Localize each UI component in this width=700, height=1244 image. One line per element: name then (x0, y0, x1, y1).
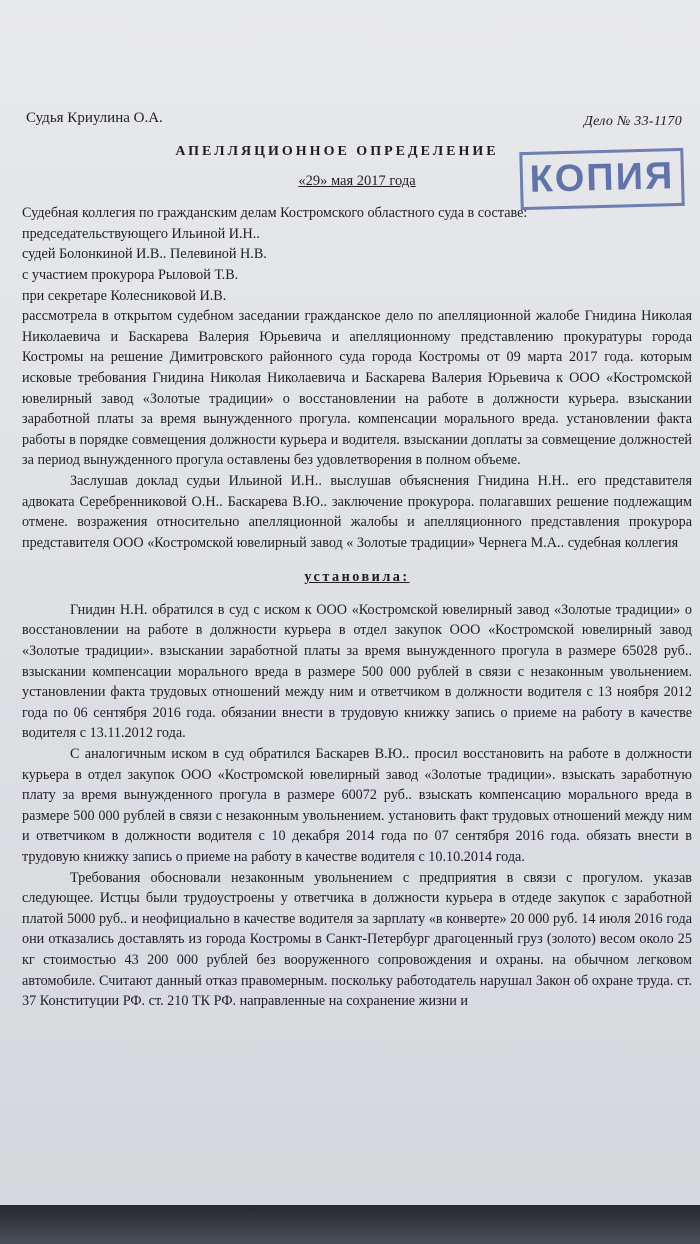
document-title: АПЕЛЛЯЦИОННОЕ ОПРЕДЕЛЕНИЕ (175, 144, 499, 159)
composition-line: при секретаре Колесниковой И.В. (22, 287, 227, 304)
case-number: Дело № 33-1170 (583, 114, 682, 129)
document-header (22, 98, 692, 129)
composition-line: председательствующего Ильиной И.Н.. (22, 225, 260, 242)
judge-name: Судья Криулина О.А. (26, 110, 163, 126)
court-composition (22, 203, 692, 553)
body-paragraph: Требования обосновали незаконным увольнением с предприятия в связи с прогулом. указав следующее. Истцы были трудоустроены у ответчика в должности курьера в отдеде закупок с заработной платой 5000 руб.. и неофициально в качестве водителя за зарплату «в конверте» 20 000 руб. 14 июля 2016 года они отказались доставлять из города Костромы в Санкт-Петербург драгоценный груз (золото) весом около 25 кг стоимостью 43 200 000 рублей без вооруженного сопровождения и охраны. на обычном легковом автомобиле. Считают данный отказ правомерным. поскольку работодатель нарушал Закон об охране труда. ст. 37 Конституции РФ. ст. 210 ТК РФ. направленные на сохранение жизни и (22, 869, 692, 1010)
intro-paragraph: рассмотрела в открытом судебном заседании гражданское дело по апелляционной жалобе Гнидина Николая Николаевича и Баскарева Валерия Юрьевича и апелляционному представлению прокуратуры города Костромы на решение Димитровского районного суда города Костромы от 09 марта 2017 года. которым исковые требования Гнидина Николая Николаевича и Баскарева Валерия Юрьевича к ООО «Костромской ювелирный завод «Золотые традиции» о восстановлении на работе в должности курьера. взыскании заработной платы за время вынужденного прогула. компенсации морального вреда. установлении факта работы в порядке совмещения должности курьера и водителя. взыскании доплаты за совмещение должностей за период вынужденного прогула оставлены без удовлетворения в полном объеме. (22, 308, 692, 469)
composition-line: судей Болонкиной И.В.. Пелевиной Н.В. (22, 246, 267, 263)
hearing-paragraph: Заслушав доклад судьи Ильиной И.Н.. выслушав объяснения Гнидина Н.Н.. его представителя адвоката Серебренниковой О.Н.. Баскарева В.Ю.. заключение прокурора. полагавших решение подлежащим отмене. возражения относительно апелляционной жалобы и апелляционного представления прокурора представителя ООО «Костромской ювелирный завод « Золотые традиции» Чернега М.А.. судебная коллегия (22, 472, 692, 551)
body-paragraph: Гнидин Н.Н. обратился в суд с иском к ООО «Костромской ювелирный завод «Золотые традиции» о восстановлении на работе в должности курьера в отдел закупок ООО «Костромской ювелирный завод «Золотые традиции». взыскании заработной платы за время вынужденного прогула в размере 65028 руб.. взыскании компенсации морального вреда в размере 500 000 рублей в связи с незаконным увольнением. установлении факта трудовых отношений между ним и ответчиком в должности водителя с 13 ноября 2012 года по 06 сентября 2016 года. обязании внести в трудовую книжку запись о приеме на работу в качестве водителя с 13.11.2012 года. (22, 601, 692, 742)
body-paragraph: С аналогичным иском в суд обратился Баскарев В.Ю.. просил восстановить на работе в должности курьера в отдел закупок ООО «Костромской ювелирный завод «Золотые традиции». взыскать заработную плату за время вынужденного прогула в размере 60072 руб.. взыскать компенсацию морального вреда в размере 500 000 рублей в связи с незаконным увольнением. установить факт трудовых отношений между ним и ответчиком в должности водителя с 10 декабря 2014 года по 07 сентября 2016 года. обязать внести в трудовую книжку запись о приеме на работу в качестве водителя с 10.10.2014 года. (22, 746, 692, 865)
document-content (22, 98, 692, 1012)
copy-stamp: КОПИЯ (519, 148, 684, 210)
section-heading: установила: (304, 569, 410, 586)
composition-line: Судебная коллегия по гражданским делам Костромского областного суда в составе: (22, 205, 528, 222)
document-date: «29» мая 2017 года (298, 172, 416, 189)
composition-line: с участием прокурора Рыловой Т.В. (22, 266, 239, 283)
background-surface (0, 1205, 700, 1244)
